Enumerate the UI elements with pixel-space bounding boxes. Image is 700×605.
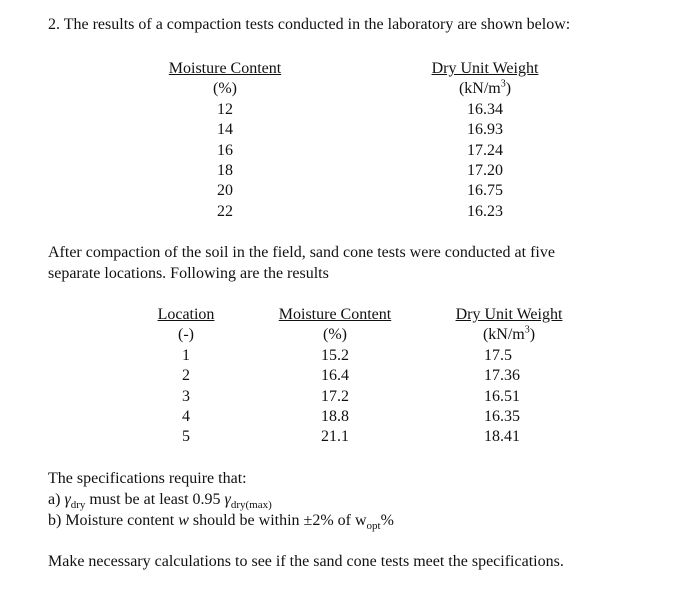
field-location-value: 1 (182, 346, 190, 364)
lab-weight-value: 16.93 (467, 121, 503, 139)
field-moisture-value: 17.2 (321, 387, 349, 405)
instruction: Make necessary calculations to see if the sand cone tests meet the specifications. (48, 553, 564, 570)
field-weight-value: 17.36 (484, 367, 520, 385)
lab-moisture-value: 22 (217, 202, 233, 220)
spec-a: a) $\gamma_{dry}$ must be at least 0.95 $\gamma_{dry(max)}$ (48, 491, 272, 512)
lab-weight-header: Dry Unit Weight (431, 60, 539, 77)
field-weight-value: 16.35 (484, 408, 520, 426)
field-weight-value: 18.41 (484, 428, 520, 446)
lab-moisture-value: 16 (217, 141, 233, 159)
lab-moisture-column (160, 59, 290, 222)
field-moisture-value: 15.2 (321, 346, 349, 364)
field-moisture-column (270, 305, 400, 448)
lab-moisture-value: 12 (217, 100, 233, 118)
field-intro (48, 242, 668, 305)
field-weight-value: 16.51 (484, 387, 520, 405)
field-moisture-header: Moisture Content (278, 306, 392, 323)
field-location-column (148, 305, 224, 448)
field-location-value: 3 (182, 387, 190, 405)
field-location-value: 2 (182, 367, 190, 385)
field-location-value: 5 (182, 428, 190, 446)
field-intro-line1: After compaction of the soil in the field, sand cone tests were conducted at five (48, 244, 555, 261)
field-moisture-unit: (%) (323, 326, 347, 344)
lab-weight-value: 16.34 (467, 100, 503, 118)
lab-moisture-unit: (%) (213, 80, 237, 98)
field-weight-header: Dry Unit Weight (455, 306, 563, 323)
lab-weight-value: 16.23 (467, 202, 503, 220)
field-weight-value: 17.5 (484, 346, 512, 364)
spec-b: b) Moisture content w should be within ±2% of $w_{opt}\%$ (48, 512, 394, 533)
lab-moisture-value: 18 (217, 162, 233, 180)
lab-moisture-header: Moisture Content (168, 60, 282, 77)
field-weight-column (444, 305, 574, 448)
field-location-header: Location (157, 306, 215, 323)
lab-moisture-value: 14 (217, 121, 233, 139)
field-moisture-value: 18.8 (321, 408, 349, 426)
lab-weight-unit: $(kN/m^3)$ (458, 79, 512, 98)
field-intro-line2: separate locations. Following are the results (48, 265, 329, 282)
field-moisture-value: 21.1 (321, 428, 349, 446)
specs-intro: The specifications require that: (48, 470, 247, 487)
field-moisture-value: 16.4 (321, 367, 349, 385)
lab-weight-column (420, 59, 550, 222)
lab-moisture-value: 20 (217, 182, 233, 200)
field-weight-unit: $(kN/m^3)$ (482, 325, 536, 344)
lab-weight-value: 16.75 (467, 182, 503, 200)
problem-heading: 2. The results of a compaction tests conducted in the laboratory are shown below: (48, 16, 571, 33)
lab-weight-value: 17.20 (467, 162, 503, 180)
field-location-value: 4 (182, 408, 190, 426)
lab-weight-value: 17.24 (467, 141, 503, 159)
field-location-unit: (-) (178, 326, 194, 344)
